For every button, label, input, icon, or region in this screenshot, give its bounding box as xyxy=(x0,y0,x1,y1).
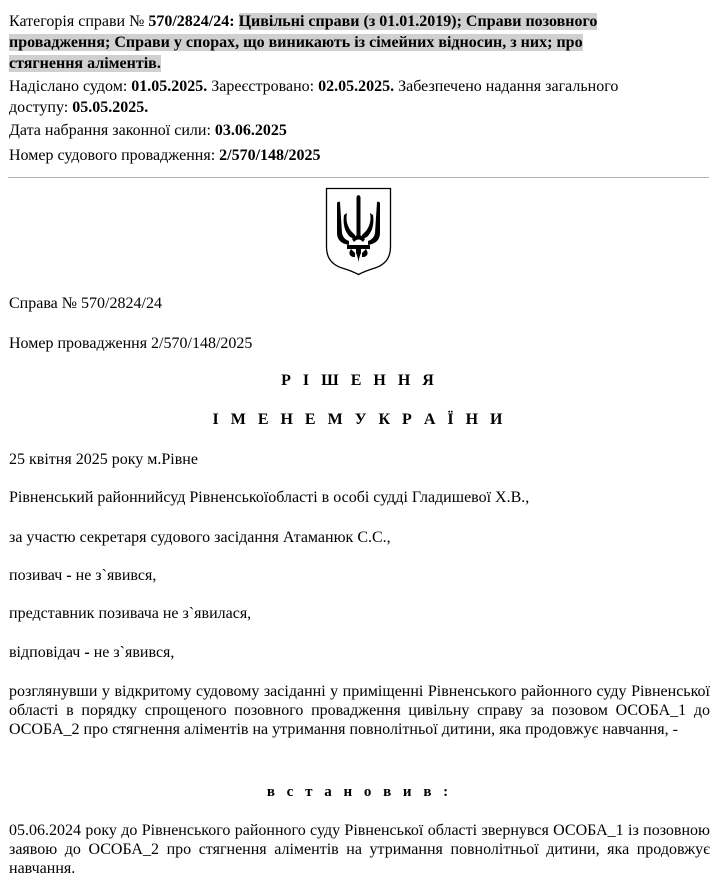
defendant-dash: - xyxy=(80,644,94,661)
divider xyxy=(8,177,709,178)
case-number: 570/2824/24: xyxy=(148,13,235,30)
case-category xyxy=(9,11,709,74)
access-label-2: доступу: xyxy=(9,99,73,116)
document-subtitle: І М Е Н Е М У К Р А Ї Н И xyxy=(212,411,507,428)
defendant-line xyxy=(9,643,710,662)
representative-line: представник позивача не з`явилася, xyxy=(9,605,252,622)
document-title: Р І Ш Е Н Н Я xyxy=(281,372,438,389)
access-date: 05.05.2025. xyxy=(72,99,149,116)
dates-line xyxy=(9,76,709,118)
force-label: Дата набрання законної сили: xyxy=(9,122,215,139)
plaintiff-line xyxy=(9,566,710,585)
force-date-line xyxy=(9,120,709,141)
access-label: Забезпечено надання загального xyxy=(394,78,619,95)
registered-date: 02.05.2025. xyxy=(318,78,395,95)
proceeding-number: 2/570/148/2025 xyxy=(219,147,321,164)
sent-date: 01.05.2025. xyxy=(131,78,208,95)
plaintiff-label: позивач xyxy=(9,567,63,584)
proceeding-number-line xyxy=(9,145,709,166)
plaintiff-status: не з`явився, xyxy=(75,567,157,584)
category-value-3: стягнення аліментів. xyxy=(9,55,161,72)
category-value-2: провадження; Справи у спорах, що виникають із сімейних відносин, з них; про xyxy=(9,34,583,51)
registered-label: Зареєстровано: xyxy=(207,78,319,95)
considered-paragraph: розглянувши у відкритому судовому засіданні у приміщенні Рівненського районного суду Рівненської області в порядку спрощеного позовного провадження цивільну справу за позовом ОСОБА_1 до ОСОБА_2 про стягнення аліментів на утримання повнолітньої дитини, яка продовжує навчання, - xyxy=(9,683,710,738)
proceeding-label: Номер судового провадження: xyxy=(9,147,220,164)
date-place: 25 квітня 2025 року м.Рівне xyxy=(9,451,198,468)
case-number-line: Справа № 570/2824/24 xyxy=(9,295,162,312)
secretary-line: за участю секретаря судового засідання Атаманюк С.С., xyxy=(9,529,391,546)
established-heading: в с т а н о в и в : xyxy=(266,784,453,800)
defendant-status: не з`явився, xyxy=(93,644,175,661)
category-value-1: Цивільні справи (з 01.01.2019); Справи позовного xyxy=(238,13,598,30)
force-date: 03.06.2025 xyxy=(214,122,287,139)
court-composition: Рівненський районнийсуд Рівненськоїобласті в особі судді Гладишевої Х.В., xyxy=(9,489,530,506)
category-label: Категорія справи № xyxy=(9,13,149,30)
ukraine-coat-of-arms-icon xyxy=(325,187,392,276)
sent-label: Надіслано судом: xyxy=(9,78,132,95)
body-paragraph-1: 05.06.2024 року до Рівненського районного суду Рівненської області звернувся ОСОБА_1 із позовною заявою до ОСОБА_2 про стягнення аліментів на утримання повнолітньої дитини, яка продовжує навчання. xyxy=(9,822,710,877)
defendant-label: відповідач xyxy=(9,644,81,661)
proceeding-line: Номер провадження 2/570/148/2025 xyxy=(9,335,253,352)
plaintiff-dash: - xyxy=(62,567,76,584)
